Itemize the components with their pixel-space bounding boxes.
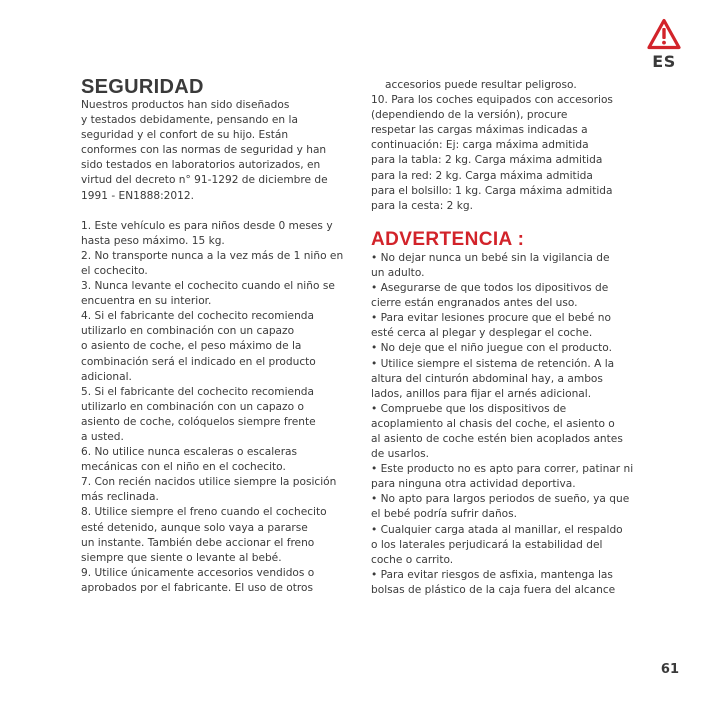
language-marker xyxy=(640,18,688,71)
bullet-item: • Utilice siempre el sistema de retención. A la altura del cinturón abdominal hay, a ambos lados, anillos para fijar el arnés adicional. xyxy=(371,357,615,400)
bullet-item: • Para evitar riesgos de asfixia, mantenga las bolsas de plástico de la caja fuera del alcance xyxy=(371,568,616,596)
bullet-item: • Asegurarse de que todos los dipositivos de cierre están engranados antes del uso. xyxy=(371,282,609,310)
right-column xyxy=(371,78,646,598)
bullet-item: • Para evitar lesiones procure que el bebé no esté cerca al plegar y desplegar el coche. xyxy=(371,312,611,340)
bullet-item: • Cualquier carga atada al manillar, el respaldo o los laterales perjudicará la estabilidad del coche o carrito. xyxy=(371,523,623,566)
list-item: 10. Para los coches equipados con accesorios (dependiendo de la versión), procure respetar las cargas máximas indicadas a continuación: Ej: carga máxima admitida para la tabla: 2 kg. Carga máxima admitida para la red: 2 kg. Carga máxima admitida para el bolsillo: 1 kg. Carga máxima admitida para la cesta: 2 kg. xyxy=(371,94,613,212)
bullet-item: • Este producto no es apto para correr, patinar ni para ninguna otra actividad deportiva. xyxy=(371,463,634,491)
seguridad-intro: Nuestros productos han sido diseñados y testados debidamente, pensando en la seguridad y el confort de su hijo. Están conformes con las normas de seguridad y han sido testados en laboratorios autorizados, en virtud del decreto n° 91-1292 de diciembre de 1991 - EN1888:2012. xyxy=(81,99,328,202)
advertencia-list xyxy=(371,251,646,598)
list-item: 8. Utilice siempre el freno cuando el cochecito esté detenido, aunque solo vaya a pararse un instante. También debe accionar el freno siempre que siente o levante al bebé. xyxy=(81,506,327,564)
seguridad-list xyxy=(81,219,351,596)
list-item: 7. Con recién nacidos utilice siempre la posición más reclinada. xyxy=(81,476,337,504)
list-item: 1. Este vehículo es para niños desde 0 meses y hasta peso máximo. 15 kg. xyxy=(81,219,333,247)
list-item: 2. No transporte nunca a la vez más de 1 niño en el cochecito. xyxy=(81,249,344,277)
warning-triangle-icon xyxy=(647,18,681,50)
bullet-item: • No apto para largos periodos de sueño, ya que el bebé podría sufrir daños. xyxy=(371,493,630,521)
left-column xyxy=(81,76,351,596)
list-item: 5. Si el fabricante del cochecito recomienda utilizarlo en combinación con un capazo o asiento de coche, colóquelos siempre frente a usted. xyxy=(81,385,316,443)
bullet-item: • No dejar nunca un bebé sin la vigilancia de un adulto. xyxy=(371,251,610,279)
list-item: 6. No utilice nunca escaleras o escaleras mecánicas con el niño en el cochecito. xyxy=(81,446,298,474)
seguridad-title: SEGURIDAD xyxy=(81,76,204,98)
bullet-item: • Compruebe que los dispositivos de acoplamiento al chasis del coche, el asiento o al asiento de coche estén bien acoplados antes de usarlos. xyxy=(371,402,623,461)
page-number: 61 xyxy=(660,662,679,677)
list-item: 3. Nunca levante el cochecito cuando el niño se encuentra en su interior. xyxy=(81,280,335,308)
item9-continuation: accesorios puede resultar peligroso. xyxy=(385,79,577,91)
language-code: ES xyxy=(652,52,676,71)
list-item: 9. Utilice únicamente accesorios vendidos o aprobados por el fabricante. El uso de otros xyxy=(81,566,315,594)
bullet-item: • No deje que el niño juegue con el producto. xyxy=(371,342,612,355)
advertencia-title: ADVERTENCIA : xyxy=(371,228,525,250)
list-item: 4. Si el fabricante del cochecito recomienda utilizarlo en combinación con un capazo o asiento de coche, el peso máximo de la combinación será el indicado en el producto adicional. xyxy=(81,310,316,383)
